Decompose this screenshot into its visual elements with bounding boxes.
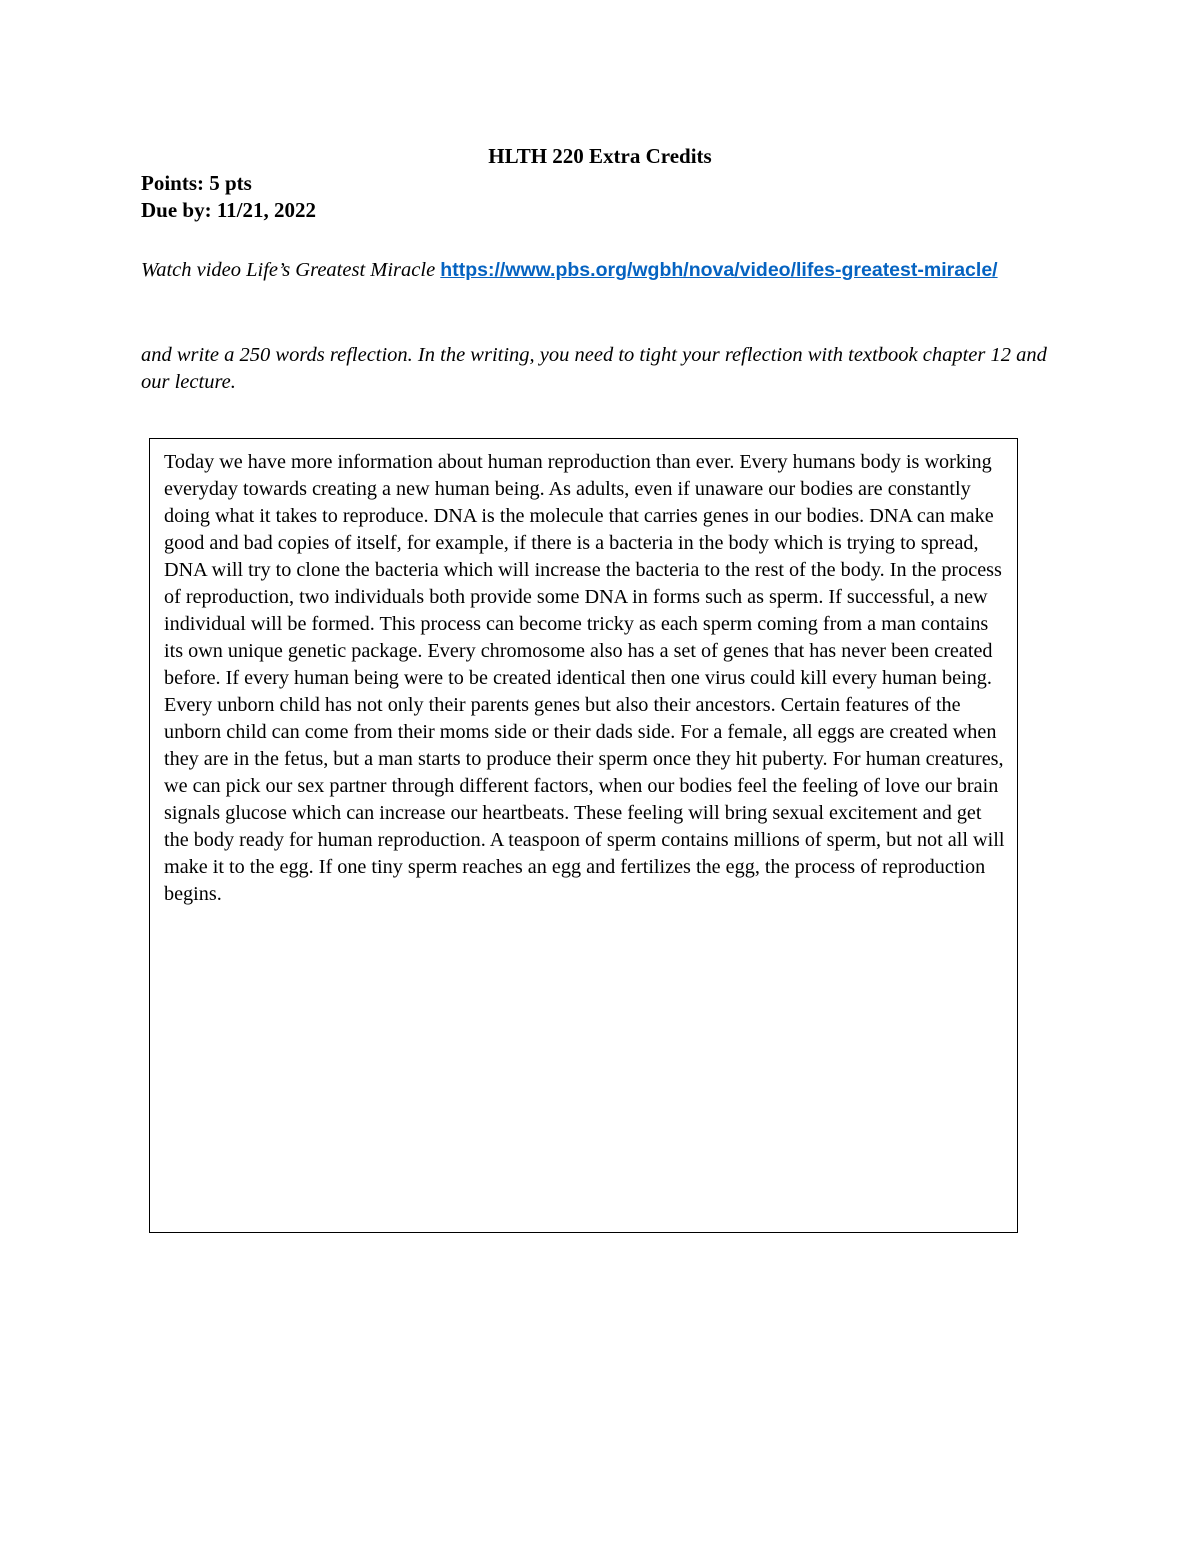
video-instruction xyxy=(141,257,1061,284)
video-link[interactable]: https://www.pbs.org/wgbh/nova/video/lifes-greatest-miracle/ xyxy=(440,259,998,281)
document-title: HLTH 220 Extra Credits xyxy=(488,144,712,168)
response-text: Today we have more information about human reproduction than ever. Every humans body is working everyday towards creating a new human being. As adults, even if unaware our bodies are constantly doing what it takes to reproduce. DNA is the molecule that carries genes in our bodies. DNA can make good and bad copies of itself, for example, if there is a bacteria in the body which is trying to spread, DNA will try to clone the bacteria which will increase the bacteria to the rest of the body. In the process of reproduction, two individuals both provide some DNA in forms such as sperm. If successful, a new individual will be formed. This process can become tricky as each sperm coming from a man contains its own unique genetic package. Every chromosome also has a set of genes that has never been created before. If every human being were to be created identical then one virus could kill every human being. Every unborn child has not only their parents genes but also their ancestors. Certain features of the unborn child can come from their moms side or their dads side. For a female, all eggs are created when they are in the fetus, but a man starts to produce their sperm once they hit puberty. For human creatures, we can pick our sex partner through different factors, when our bodies feel the feeling of love our brain signals glucose which can increase our heartbeats. These feeling will bring sexual excitement and get the body ready for human reproduction. A teaspoon of sperm contains millions of sperm, but not all will make it to the egg. If one tiny sperm reaches an egg and fertilizes the egg, the process of reproduction begins. xyxy=(164,451,1005,905)
points-line: Points: 5 pts xyxy=(141,171,252,195)
reflection-instruction: and write a 250 words reflection. In the writing, you need to tight your reflection with textbook chapter 12 and our lecture. xyxy=(141,344,1047,393)
due-date-line: Due by: 11/21, 2022 xyxy=(141,198,317,222)
instruction-text: Watch video Life’s Greatest Miracle xyxy=(141,259,441,281)
response-box xyxy=(149,438,1018,1233)
